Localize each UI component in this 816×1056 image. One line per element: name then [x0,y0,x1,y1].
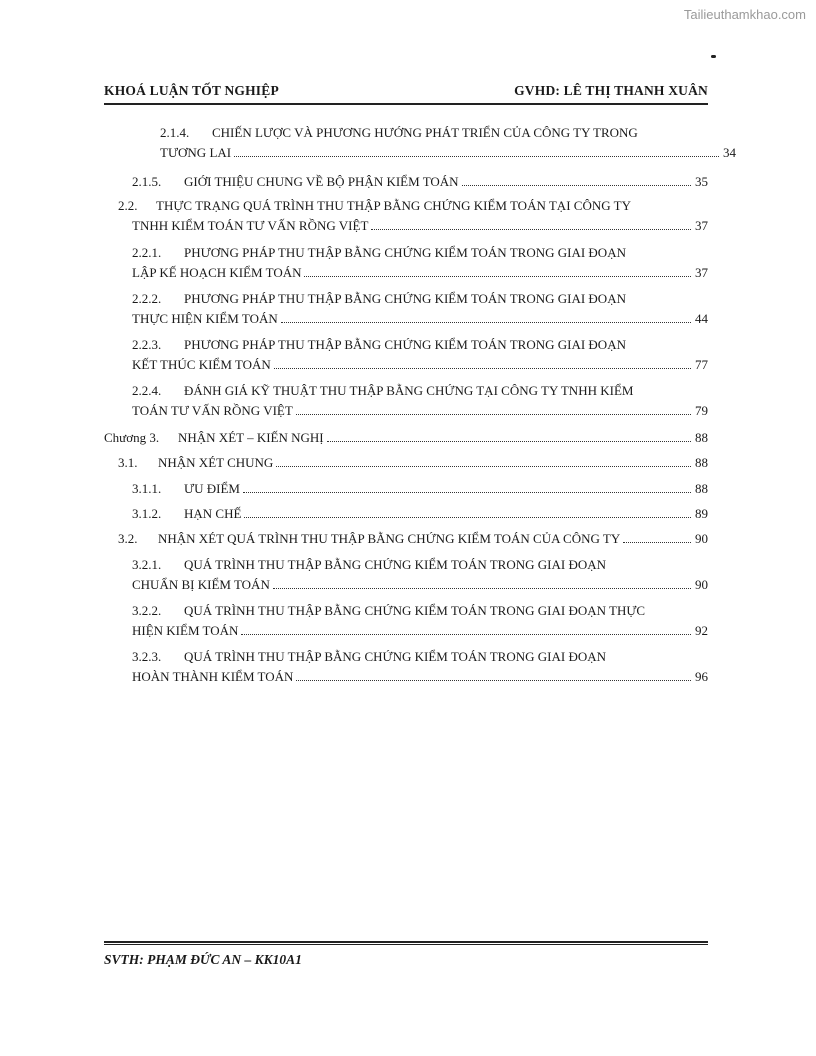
toc-page: 37 [695,265,708,280]
toc-title: ĐÁNH GIÁ KỸ THUẬT THU THẬP BẰNG CHỨNG TẠI CÔNG TY TNHH KIỂM [184,383,634,398]
toc-entry [132,557,708,593]
toc-title: QUÁ TRÌNH THU THẬP BẰNG CHỨNG KIỂM TOÁN TRONG GIAI ĐOẠN [184,649,606,664]
header-right: GVHD: LÊ THỊ THANH XUÂN [514,83,708,98]
toc-number: 2.2.3. [132,337,162,352]
toc-number: 2.1.5. [132,174,162,189]
toc-page: 88 [695,430,708,445]
toc-number: 2.2.2. [132,291,162,306]
toc-page: 90 [695,577,708,592]
toc-number: 3.2.1. [132,557,162,572]
toc-title: NHẬN XÉT QUÁ TRÌNH THU THẬP BẰNG CHỨNG KIỂM TOÁN CỦA CÔNG TY [158,531,621,546]
header-left: KHOÁ LUẬN TỐT NGHIỆP [104,83,279,98]
toc-title-cont: HOÀN THÀNH KIỂM TOÁN [132,669,294,684]
toc-entry [132,506,708,522]
toc-entry [132,383,708,419]
toc-number: 2.2.4. [132,383,162,398]
toc-entry [132,245,708,281]
toc-title: NHẬN XÉT – KIẾN NGHỊ [178,430,324,445]
scan-speck [711,55,716,58]
toc-entry [132,291,708,327]
toc-title: CHIẾN LƯỢC VÀ PHƯƠNG HƯỚNG PHÁT TRIỂN CỦA CÔNG TY TRONG [212,125,638,140]
toc-title: THỰC TRẠNG QUÁ TRÌNH THU THẬP BẰNG CHỨNG KIỂM TOÁN TẠI CÔNG TY [156,198,631,213]
toc-page: 44 [695,311,708,326]
toc-title-cont: LẬP KẾ HOẠCH KIỂM TOÁN [132,265,302,280]
toc-page: 35 [695,174,708,189]
toc-entry [132,174,708,190]
toc-entry [118,198,708,234]
toc-entry [160,125,736,161]
watermark: Tailieuthamkhao.com [683,7,806,22]
toc-entry [132,481,708,497]
toc-page: 77 [695,357,708,372]
toc-entry [132,603,708,639]
toc-entry [118,531,708,547]
toc-page: 37 [695,218,708,233]
toc-page: 88 [695,481,708,496]
toc-number: 3.2.3. [132,649,162,664]
toc-page: 96 [695,669,708,684]
toc-title-cont: HIỆN KIỂM TOÁN [132,623,239,638]
toc-title: QUÁ TRÌNH THU THẬP BẰNG CHỨNG KIỂM TOÁN TRONG GIAI ĐOẠN [184,557,606,572]
toc-number: Chương 3. [104,430,160,445]
toc-entry [118,455,708,471]
toc-entry [132,649,708,685]
toc-number: 2.1.4. [160,125,190,140]
toc-number: 3.2. [118,531,138,546]
toc-entry [132,337,708,373]
footer-rule-thin [104,944,708,945]
toc-title: PHƯƠNG PHÁP THU THẬP BẰNG CHỨNG KIỂM TOÁN TRONG GIAI ĐOẠN [184,291,626,306]
toc-title-cont: TOÁN TƯ VẤN RỒNG VIỆT [132,403,293,418]
toc-title: PHƯƠNG PHÁP THU THẬP BẰNG CHỨNG KIỂM TOÁN TRONG GIAI ĐOẠN [184,337,626,352]
toc-number: 3.1.1. [132,481,162,496]
toc-number: 3.1. [118,455,138,470]
toc-page: 34 [723,145,736,160]
toc-title-cont: TNHH KIỂM TOÁN TƯ VẤN RỒNG VIỆT [132,218,369,233]
toc-page: 88 [695,455,708,470]
toc-title: ƯU ĐIỂM [184,481,240,496]
toc-title: NHẬN XÉT CHUNG [158,455,274,470]
footer-rule [104,941,708,943]
toc-title-cont: CHUẨN BỊ KIỂM TOÁN [132,577,270,592]
toc-title: HẠN CHẾ [184,506,242,521]
page-header [104,83,708,99]
toc-page: 79 [695,403,708,418]
toc-title: QUÁ TRÌNH THU THẬP BẰNG CHỨNG KIỂM TOÁN TRONG GIAI ĐOẠN THỰC [184,603,646,618]
toc-number: 3.2.2. [132,603,162,618]
toc-number: 2.2.1. [132,245,162,260]
toc-title-cont: THỰC HIỆN KIỂM TOÁN [132,311,278,326]
header-rule [104,103,708,105]
toc-title-cont: KẾT THÚC KIỂM TOÁN [132,357,271,372]
toc-title: GIỚI THIỆU CHUNG VỀ BỘ PHẬN KIỂM TOÁN [184,174,459,189]
toc-entry [104,430,708,446]
toc-page: 92 [695,623,708,638]
toc-number: 2.2. [118,198,138,213]
toc-title-cont: TƯƠNG LAI [160,145,232,160]
toc-number: 3.1.2. [132,506,162,521]
page-footer: SVTH: PHẠM ĐỨC AN – KK10A1 [104,952,302,967]
toc-title: PHƯƠNG PHÁP THU THẬP BẰNG CHỨNG KIỂM TOÁN TRONG GIAI ĐOẠN [184,245,626,260]
toc-page: 90 [695,531,708,546]
toc-page: 89 [695,506,708,521]
